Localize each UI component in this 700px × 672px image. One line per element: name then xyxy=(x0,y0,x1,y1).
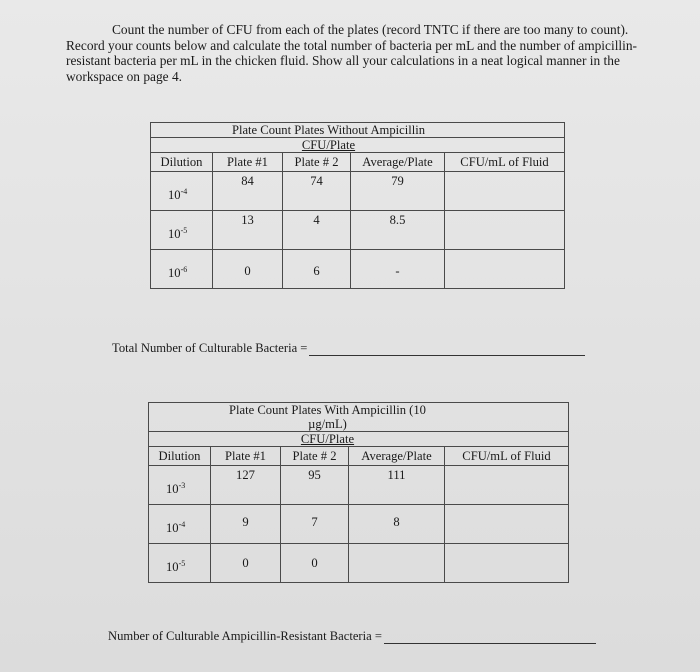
plate2-count: 6 xyxy=(313,264,320,278)
header-average: Average/Plate xyxy=(349,447,445,466)
average-value: 111 xyxy=(387,468,406,482)
plate1-count: 127 xyxy=(236,468,255,482)
table-row xyxy=(149,544,569,583)
dilution-cell: $10^{-4}$ xyxy=(168,187,188,202)
header-cfu-per-ml: CFU/mL of Fluid xyxy=(445,447,569,466)
answer-blank[interactable] xyxy=(309,340,585,356)
header-average: Average/Plate xyxy=(351,153,445,172)
plate1-count: 84 xyxy=(241,174,254,188)
header-dilution: Dilution xyxy=(149,447,211,466)
total-ampicillin-resistant-label: Number of Culturable Ampicillin-Resistant Bacteria = xyxy=(108,629,382,643)
plate1-count: 0 xyxy=(244,264,251,278)
dilution-cell: $10^{-5}$ xyxy=(168,226,188,241)
table1-subtitle: CFU/Plate xyxy=(213,138,445,153)
dilution-cell: $10^{-3}$ xyxy=(166,481,186,496)
plate2-count: 4 xyxy=(313,213,320,227)
table1-header-row xyxy=(151,153,565,172)
table2-title: Plate Count Plates With Ampicillin (10 µg/mL) xyxy=(211,403,445,432)
plate1-count: 9 xyxy=(242,515,249,529)
header-plate2: Plate # 2 xyxy=(283,153,351,172)
plate1-count: 13 xyxy=(241,213,254,227)
dilution-cell: $10^{-4}$ xyxy=(166,520,186,535)
plate2-count: 0 xyxy=(311,556,318,570)
table-row xyxy=(149,466,569,505)
average-value: 79 xyxy=(391,174,404,188)
header-cfu-per-ml: CFU/mL of Fluid xyxy=(445,153,565,172)
plate2-count: 74 xyxy=(310,174,323,188)
header-plate1: Plate #1 xyxy=(211,447,281,466)
table-row xyxy=(151,211,565,250)
answer-blank[interactable] xyxy=(384,628,596,644)
header-plate2: Plate # 2 xyxy=(281,447,349,466)
table-row xyxy=(151,250,565,289)
total-culturable-bacteria-line xyxy=(112,340,585,356)
plate2-count: 7 xyxy=(311,515,318,529)
total-ampicillin-resistant-line xyxy=(108,628,596,644)
table-without-ampicillin xyxy=(150,122,565,289)
total-culturable-bacteria-label: Total Number of Culturable Bacteria = xyxy=(112,341,308,355)
average-value: 8 xyxy=(393,515,400,529)
table-row xyxy=(149,505,569,544)
table1-title: Plate Count Plates Without Ampicillin xyxy=(213,123,445,138)
dilution-cell: $10^{-6}$ xyxy=(168,265,188,280)
table2-subtitle: CFU/Plate xyxy=(211,432,445,447)
header-plate1: Plate #1 xyxy=(213,153,283,172)
plate2-count: 95 xyxy=(308,468,321,482)
header-dilution: Dilution xyxy=(151,153,213,172)
table-row xyxy=(151,172,565,211)
instructions-paragraph: Count the number of CFU from each of the plates (record TNTC if there are too many to count). Record your counts below and calculate the total number of bacteria per mL and the number of ampicillin-resistant bacteria per mL in the chicken fluid. Show all your calculations in a neat logical manner in the workspace on page 4. xyxy=(66,22,638,84)
average-value: 8.5 xyxy=(389,213,406,227)
table-with-ampicillin xyxy=(148,402,569,583)
plate1-count: 0 xyxy=(242,556,249,570)
dilution-cell: $10^{-5}$ xyxy=(166,559,186,574)
table2-header-row xyxy=(149,447,569,466)
average-value: - xyxy=(395,264,400,278)
